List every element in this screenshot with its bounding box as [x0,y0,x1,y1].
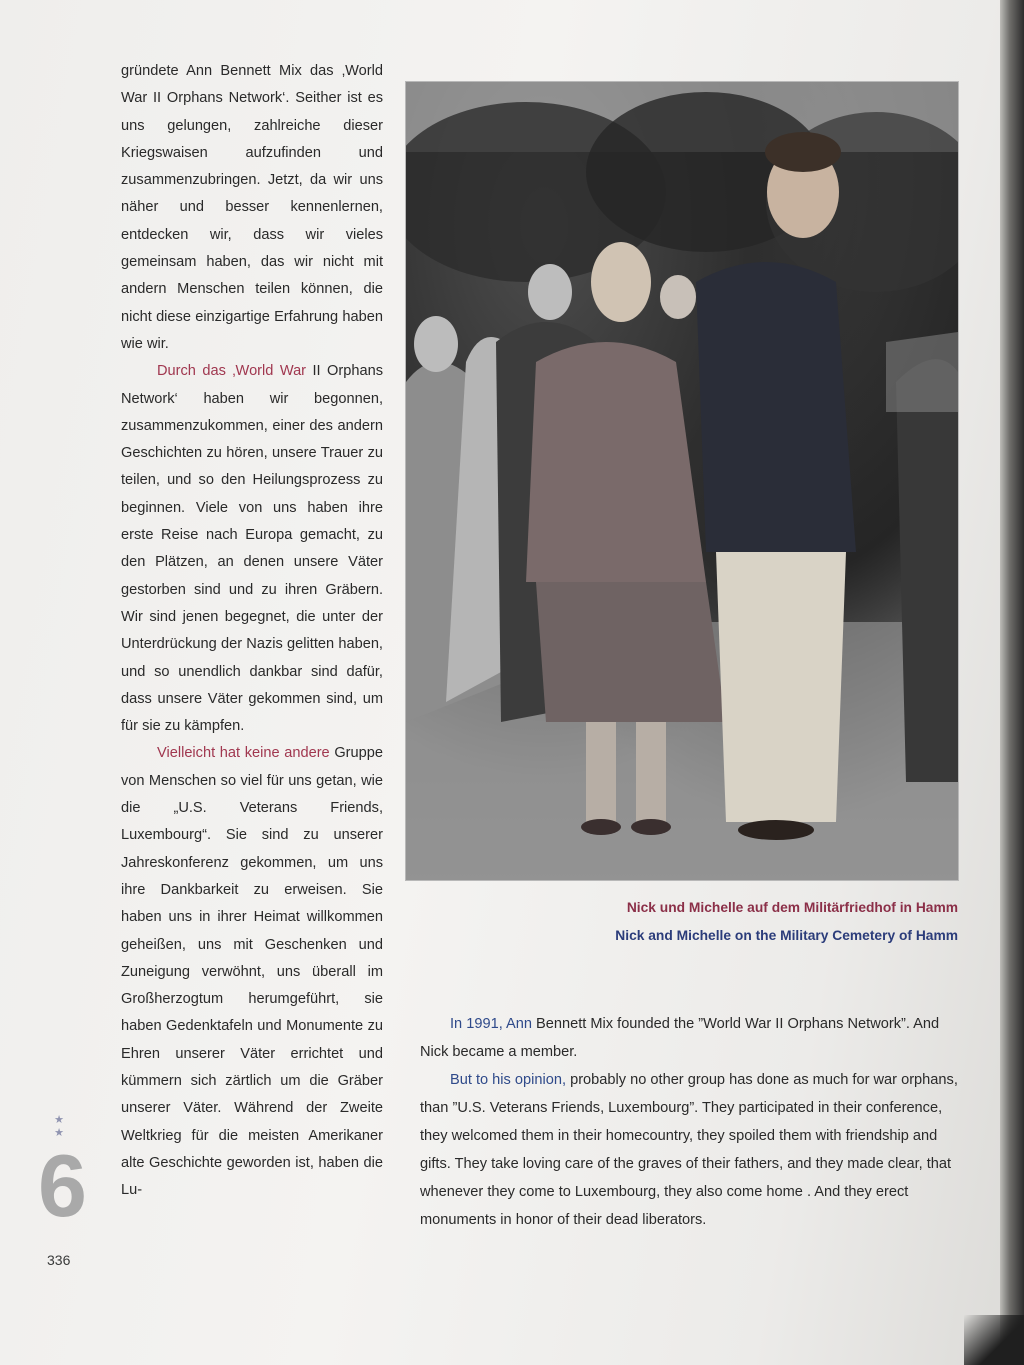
english-text-column [420,1010,960,1234]
english-paragraph-1-rest: Bennett Mix founded the ”World War II Orphans Network”. And Nick became a member. [420,1016,940,1060]
german-paragraph-2-rest: II Orphans Network‘ haben wir begonnen, zusammenzukommen, einer des andern Geschichten zu hören, unsere Trauer zu teilen, und so den Heilungsprozess zu beginnen. Viele von uns haben ihre erste Reise nach Europa gemacht, zu den Plätzen, an denen unsere Väter gestorben sind und zu ihren Gräbern. Wir sind jenen begegnet, die unter der Unterdrückung der Nazis gelitten haben, und so unendlich dankbar sind dafür, dass unsere Väter gekommen sind, um für sie zu kämpfen. [121,363,383,735]
english-paragraph-2 [420,1066,960,1234]
cemetery-photo [406,82,958,880]
photo-captions [560,894,958,950]
photo-figures-illustration [406,82,958,880]
book-corner-shadow [964,1315,1024,1365]
german-paragraph-1: gründete Ann Bennett Mix das ‚World War II Orphans Network‘. Seither ist es uns gelungen, zahlreiche dieser Kriegswaisen aufzufinden und zusammenzubringen. Jetzt, da wir uns näher und besser kennenlernen, entdecken wir, dass wir vieles gemeinsam haben, das wir nicht mit andern Menschen teilen können, die nicht diese einzigartige Erfahrung haben wie wir. [121,63,383,352]
english-paragraph-2-rest: probably no other group has done as much for war orphans, than ”U.S. Veterans Friends, Luxembourg”. They participated in their conference, they welcomed them in their homecountry, they spoiled them with friendship and gifts. They take loving care of the graves of their fathers, and they made clear, that whenever they come to Luxembourg, they also come home . And they erect monuments in honor of their dead liberators. [420,1072,958,1228]
english-paragraph-1-lead: In 1991, Ann [450,1016,532,1032]
english-paragraph-2-lead: But to his opinion, [450,1072,567,1088]
english-paragraph-1 [420,1010,960,1066]
german-paragraph-3-lead: Vielleicht hat keine andere [157,745,330,762]
book-page-edge [1000,0,1024,1365]
chapter-stars-icon: ★ ★ [54,1114,64,1139]
german-paragraph-3-rest: Gruppe von Menschen so viel für uns getan, wie die „U.S. Veterans Friends, Luxembourg“. Sie sind zu unserer Jahreskonferenz gekommen, um uns ihre Dankbarkeit zu erweisen. Sie haben uns in ihrer Heimat willkommen geheißen, uns mit Geschenken und Zuneigung verwöhnt, uns überall im Großherzogtum herumgeführt, sie haben Gedenktafeln und Monumente zu Ehren unserer Väter errichtet und kümmern sich zärtlich um die Gräber unserer Väter. Während der Zweite Weltkrieg für die meisten Amerikaner alte Geschichte geworden ist, haben die Lu- [121,745,384,1199]
page-number: 336 [47,1252,71,1268]
german-paragraph-3 [121,740,383,1204]
caption-english: Nick and Michelle on the Military Cemetery of Hamm [615,928,958,943]
german-paragraph-2-lead: Durch das ‚World War [157,363,307,380]
chapter-number: 6 [38,1136,87,1235]
german-text-column [121,58,383,1204]
caption-german: Nick und Michelle auf dem Militärfriedhof in Hamm [626,900,958,915]
german-paragraph-2 [121,358,383,740]
